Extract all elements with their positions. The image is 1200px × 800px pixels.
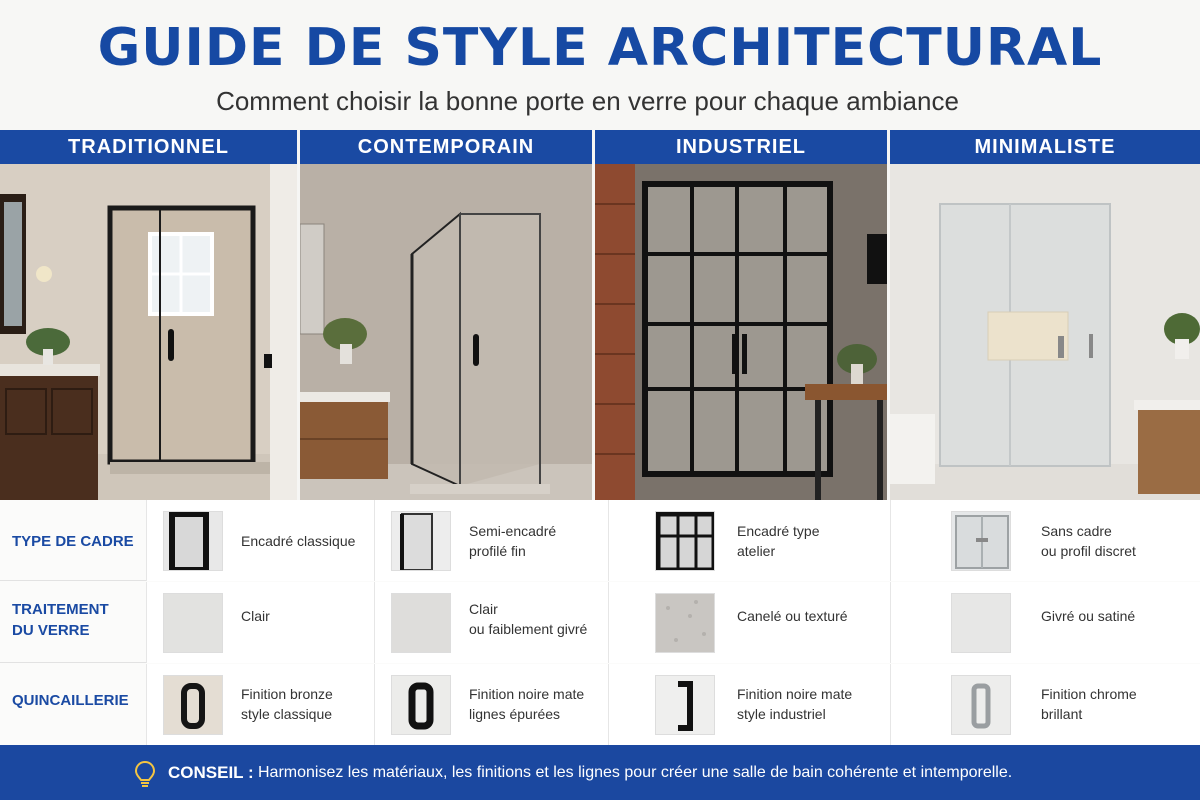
contemporary-bathroom-image bbox=[300, 164, 592, 500]
handle-thumbnail bbox=[951, 675, 1011, 735]
table-cell: Canelé ou texturé bbox=[608, 582, 890, 663]
column-traditionnel bbox=[0, 130, 297, 500]
frame-thumbnail bbox=[655, 511, 715, 571]
frame-thumbnail bbox=[163, 511, 223, 571]
tip-banner bbox=[0, 745, 1200, 800]
minimalist-bathroom-image bbox=[890, 164, 1200, 500]
table-cell: Clair ou faiblement givré bbox=[374, 582, 608, 663]
column-minimaliste bbox=[890, 130, 1200, 500]
glass-thumbnail bbox=[391, 593, 451, 653]
table-cell: Encadré classique bbox=[146, 500, 374, 581]
table-cell: Clair bbox=[146, 582, 374, 663]
table-cell: Finition noire mate style industriel bbox=[608, 664, 890, 745]
frame-thumbnail bbox=[391, 511, 451, 571]
page-title: GUIDE DE STYLE ARCHITECTURAL bbox=[97, 18, 1103, 78]
row-label: TRAITEMENT DU VERRE bbox=[12, 601, 109, 639]
tip-text: Harmonisez les matériaux, les finitions et les lignes pour créer une salle de bain cohérente et intemporelle. bbox=[258, 764, 1013, 781]
glass-thumbnail bbox=[163, 593, 223, 653]
handle-thumbnail bbox=[391, 675, 451, 735]
traditional-bathroom-image bbox=[0, 164, 297, 500]
table-cell: Finition bronze style classique bbox=[146, 664, 374, 745]
style-columns bbox=[0, 130, 1200, 500]
row-label: QUINCAILLERIE bbox=[12, 692, 129, 709]
handle-thumbnail bbox=[655, 675, 715, 735]
table-cell: Encadré type atelier bbox=[608, 500, 890, 581]
column-industriel bbox=[595, 130, 887, 500]
handle-thumbnail bbox=[163, 675, 223, 735]
table-cell: Finition chrome brillant bbox=[890, 664, 1200, 745]
table-cell: Semi-encadré profilé fin bbox=[374, 500, 608, 581]
glass-thumbnail bbox=[655, 593, 715, 653]
header bbox=[0, 0, 1200, 130]
column-title: CONTEMPORAIN bbox=[300, 130, 592, 164]
column-contemporain bbox=[300, 130, 592, 500]
table-row bbox=[0, 582, 1200, 663]
industrial-bathroom-image bbox=[595, 164, 887, 500]
table-row bbox=[0, 664, 1200, 745]
page-subtitle: Comment choisir la bonne porte en verre pour chaque ambiance bbox=[216, 86, 959, 116]
tip-label: CONSEIL : bbox=[168, 763, 254, 782]
column-title: TRADITIONNEL bbox=[0, 130, 297, 164]
table-cell: Sans cadre ou profil discret bbox=[890, 500, 1200, 581]
column-title: INDUSTRIEL bbox=[595, 130, 887, 164]
comparison-table bbox=[0, 500, 1200, 745]
lightbulb-icon bbox=[133, 758, 157, 800]
glass-thumbnail bbox=[951, 593, 1011, 653]
table-row bbox=[0, 500, 1200, 581]
table-cell: Finition noire mate lignes épurées bbox=[374, 664, 608, 745]
column-title: MINIMALISTE bbox=[890, 130, 1200, 164]
table-cell: Givré ou satiné bbox=[890, 582, 1200, 663]
frame-thumbnail bbox=[951, 511, 1011, 571]
row-label: TYPE DE CADRE bbox=[12, 533, 134, 550]
